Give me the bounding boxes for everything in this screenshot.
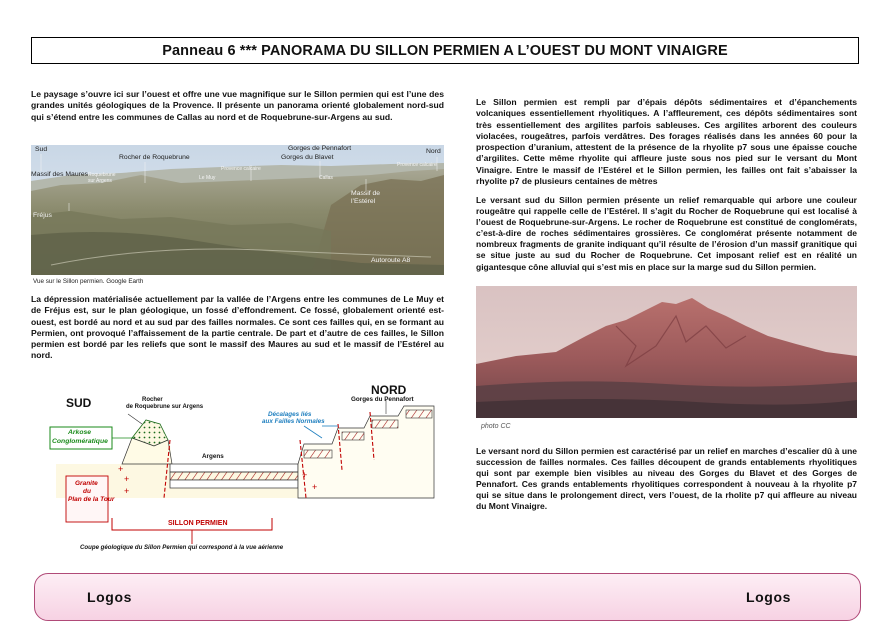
- svg-text:+: +: [302, 470, 308, 480]
- diagram-label-argens: Argens: [202, 453, 224, 460]
- diagram-label-sillon: SILLON PERMIEN: [168, 520, 228, 527]
- intro-paragraph: Le paysage s’ouvre ici sur l’ouest et offre une vue magnifique sur le Sillon permien qui est l’une des grandes unités géologiques de la Provence. Il présente un panorama orienté globalement nord-sud qui s’étend entre les communes de Callas au nord et de Roquebrune-sur-Argens au sud.: [31, 89, 444, 122]
- diagram-caption: Coupe géologique du Sillon Permien qui correspond à la vue aérienne: [80, 544, 284, 551]
- diagram-label-arkose-2: Conglomératique: [52, 438, 108, 445]
- pano-label-nord: Nord: [426, 148, 441, 155]
- svg-text:+: +: [124, 474, 130, 484]
- pano-label-frejus: Fréjus: [33, 212, 52, 219]
- pano-label-small-2: sur Argens: [88, 178, 112, 184]
- pano-label-small-4: Callas: [319, 175, 333, 181]
- pano-label-autoroute: Autoroute A8: [371, 257, 411, 264]
- pano-label-esterel-1: Massif de: [351, 190, 381, 197]
- diagram-label-decalages-2: aux Failles Normales: [262, 418, 325, 425]
- pano-label-esterel-2: l’Estérel: [351, 198, 376, 205]
- pano-label-sud: Sud: [35, 146, 48, 153]
- pano-label-gorges-pennafort: Gorges de Pennafort: [288, 145, 352, 152]
- pano-label-rocher: Rocher de Roquebrune: [119, 154, 190, 161]
- diagram-label-rocher-2: de Roquebrune sur Argens: [126, 404, 204, 410]
- pano-label-maures: Massif des Maures: [31, 171, 89, 178]
- pano-label-provence-calcaire-1: Provence calcaire: [221, 166, 261, 172]
- diagram-label-nord: NORD: [371, 383, 407, 397]
- logos-right: Logos: [746, 589, 791, 605]
- svg-text:+: +: [118, 464, 124, 474]
- diagram-label-granite-3: Plan de la Tour: [68, 496, 115, 503]
- pano-label-gorges-blavet: Gorges du Blavet: [281, 154, 334, 161]
- photo-caption: photo CC: [481, 423, 511, 430]
- logos-left: Logos: [87, 589, 132, 605]
- diagram-label-sud: SUD: [66, 396, 92, 410]
- diagram-label-gorges: Gorges du Pennafort: [351, 396, 414, 403]
- diagram-label-decalages-1: Décalages liés: [268, 411, 312, 418]
- versant-nord-paragraph: Le versant nord du Sillon permien est caractérisé par un relief en marches d’escalier dû à une succession de failles normales. Ces failles découpent de grands entablements rhyolitiques qui sont par exemple bien visibles au niveau des Gorges du Blavet et des Gorges de Pennafort. Ces grands entablements rhyolitiques correspondent à nouveau à la rhyolite p7 qui se situe dans le prolongement direct, vers l’ouest, de la rholite p7 qui affleure au niveau du Mont Vinaigre.: [476, 446, 857, 512]
- pano-label-small-1: Roquebrune: [88, 172, 116, 178]
- sillon-rempli-paragraph: Le Sillon permien est rempli par d’épais dépôts sédimentaires et d’épanchements volcaniques essentiellement rhyolitiques. A l’affleurement, ces dépôts sédimentaires sont très essentiellement des argilites parfois sableuses. Ces argilites arborent des couleurs violacées, rougeâtres, parfois verdâtres. Des forages réalisés dans les années 60 pour la prospection d’uranium, attestent de la présence de la rhyolite p7 sous une épaisse couche d’argilites. Cette même rhyolite qui affleure juste sous nos pied sur le versant du Mont Vinaigre. Entre le massif de l’Estérel et le Sillon permien, les failles ont fait s’abaisser la rhyolite p7 de plusieurs centaines de mètres: [476, 97, 857, 187]
- rocher-roquebrune-photo: [476, 286, 857, 418]
- svg-text:+: +: [312, 482, 318, 492]
- diagram-label-rocher-1: Rocher: [142, 397, 163, 403]
- diagram-label-arkose-1: Arkose: [68, 429, 92, 436]
- footer-banner: [34, 573, 861, 621]
- diagram-label-granite-1: Granite: [75, 480, 98, 487]
- geological-cross-section: [42, 380, 439, 557]
- depression-paragraph: La dépression matérialisée actuellement par la vallée de l’Argens entre les communes de Le Muy et de Fréjus est, sur le plan géologique, un fossé d’effondrement. Ce fossé, globalement orienté est-ouest, est bordé au nord et au sud par des failles normales. Ce sont ces failles qui, en se formant au Permien, ont provoqué l’affaissement de la partie centrale. De part et d’autre de ces failles, le Sillon permien est bordé par les reliefs que sont le massif des Maures au sud et le massif de l’Estérel au nord.: [31, 294, 444, 361]
- pano-label-small-3: Le Muy: [199, 175, 216, 181]
- pano-label-provence-calcaire-2: Provence calcaire: [397, 162, 437, 168]
- panorama-image: [31, 145, 444, 275]
- svg-text:+: +: [124, 486, 130, 496]
- panel-title: Panneau 6 *** PANORAMA DU SILLON PERMIEN A L’OUEST DU MONT VINAIGRE: [31, 37, 859, 64]
- versant-sud-paragraph: Le versant sud du Sillon permien présente un relief remarquable qui arbore une couleur rougeâtre qui rappelle celle de l’Estérel. Il s’agit du Rocher de Roquebrune qui est localisé à l’ouest de Roquebrune-sur-Argens. Le rocher de Roquebrune est constitué de conglomérats, c’est-à-dire de roches sédimentaires grossières. Ce conglomérat présente notamment de nombreux fragments de granite indiquant qu’il résulte de l’érosion d’un massif granitique qui se situe juste au sud du Rocher de Roquebrune. Cet imposant relief est en réalité un gigantesque cône alluvial qui s’est mis en place sur la marge sud du Sillon permien.: [476, 195, 857, 272]
- diagram-label-granite-2: du: [83, 488, 91, 495]
- panorama-caption: Vue sur le Sillon permien. Google Earth: [33, 278, 144, 285]
